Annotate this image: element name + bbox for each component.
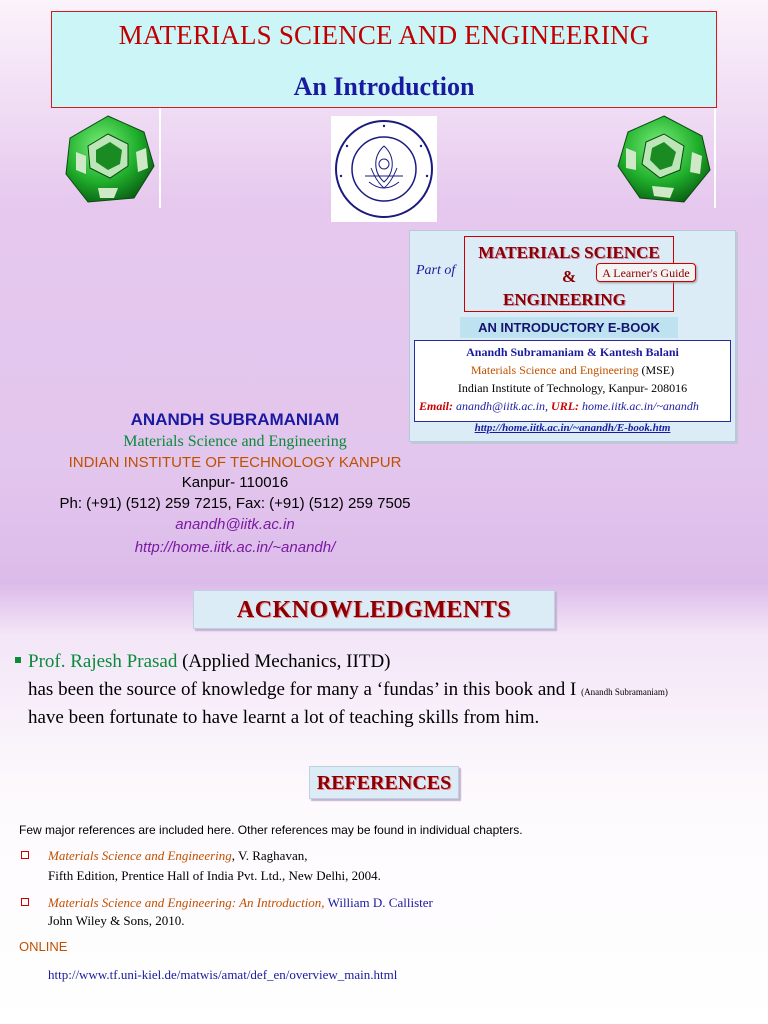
online-reference-link[interactable]: http://www.tf.uni-kiel.de/matwis/amat/def_en/overview_main.html xyxy=(48,967,398,982)
references-heading: REFERENCES xyxy=(309,766,459,799)
ebook-url-label: URL: xyxy=(551,399,580,413)
reference-publisher: Fifth Edition, Prentice Hall of India Pvt. Ltd., New Delhi, 2004. xyxy=(48,868,381,883)
reference-item xyxy=(48,895,433,911)
ebook-dept-abbr: (MSE) xyxy=(641,363,675,377)
learners-guide-badge: A Learner's Guide xyxy=(596,263,696,282)
author-dept: Materials Science and Engineering xyxy=(123,433,347,450)
bullet-icon xyxy=(15,657,21,663)
ebook-title-line1: MATERIALS SCIENCE xyxy=(478,243,660,262)
reference-item xyxy=(48,848,307,864)
ebook-url[interactable]: home.iitk.ac.in/~anandh xyxy=(582,399,699,413)
iitk-logo xyxy=(331,116,437,222)
references-intro: Few major references are included here. Other references may be found in individual chapters. xyxy=(19,823,523,837)
title-box xyxy=(51,11,717,108)
acknowledgments-heading: ACKNOWLEDGMENTS xyxy=(193,590,555,629)
reference-title: Materials Science and Engineering xyxy=(48,848,232,863)
online-label: ONLINE xyxy=(19,939,68,954)
author-city: Kanpur- 110016 xyxy=(181,474,289,491)
ack-note: (Anandh Subramaniam) xyxy=(581,687,668,697)
author-email[interactable]: anandh@iitk.ac.in xyxy=(175,516,295,533)
divider-line xyxy=(159,108,161,208)
ebook-institute: Indian Institute of Technology, Kanpur- 208016 xyxy=(457,381,688,395)
ack-affiliation: (Applied Mechanics, IITD) xyxy=(182,651,391,672)
ebook-link[interactable]: http://home.iitk.ac.in/~anandh/E-book.htm xyxy=(474,422,671,434)
ebook-email-label: Email: xyxy=(419,399,454,413)
divider-line xyxy=(714,108,716,208)
reference-author: William D. Callister xyxy=(327,895,433,910)
reference-publisher: John Wiley & Sons, 2010. xyxy=(48,913,185,928)
dodecahedron-left-image xyxy=(58,112,162,208)
page-title: MATERIALS SCIENCE AND ENGINEERING xyxy=(118,20,650,50)
ack-line2 xyxy=(28,679,668,701)
reference-author: , V. Raghavan, xyxy=(231,848,308,863)
author-phone: Ph: (+91) (512) 259 7215, Fax: (+91) (512) 259 7505 xyxy=(59,495,411,512)
ebook-dept-line xyxy=(415,361,730,379)
ack-person: Prof. Rajesh Prasad xyxy=(28,651,178,672)
author-name: ANANDH SUBRAMANIAM xyxy=(130,410,340,429)
author-institute: INDIAN INSTITUTE OF TECHNOLOGY KANPUR xyxy=(68,454,402,471)
dodecahedron-right-image xyxy=(612,112,716,208)
ebook-dept: Materials Science and Engineering xyxy=(470,363,639,377)
reference-bullet-icon xyxy=(21,851,29,859)
page-subtitle: An Introduction xyxy=(293,72,475,101)
ebook-authors: Anandh Subramaniam & Kantesh Balani xyxy=(466,345,679,359)
ack-text: has been the source of knowledge for many a ‘fundas’ in this book and I xyxy=(28,679,577,700)
ebook-title-line2: & xyxy=(562,267,577,286)
ebook-title-line3: ENGINEERING xyxy=(503,290,626,309)
ebook-email[interactable]: anandh@iitk.ac.in, xyxy=(456,399,549,413)
ebook-banner: AN INTRODUCTORY E-BOOK xyxy=(460,317,678,338)
ack-line1 xyxy=(28,651,391,673)
ack-line3: have been fortunate to have learnt a lot of teaching skills from him. xyxy=(28,707,540,728)
author-homepage-link[interactable]: http://home.iitk.ac.in/~anandh/ xyxy=(134,539,336,556)
part-of-label: Part of xyxy=(416,263,456,278)
reference-bullet-icon xyxy=(21,898,29,906)
reference-title: Materials Science and Engineering: An Introduction, xyxy=(48,895,325,910)
